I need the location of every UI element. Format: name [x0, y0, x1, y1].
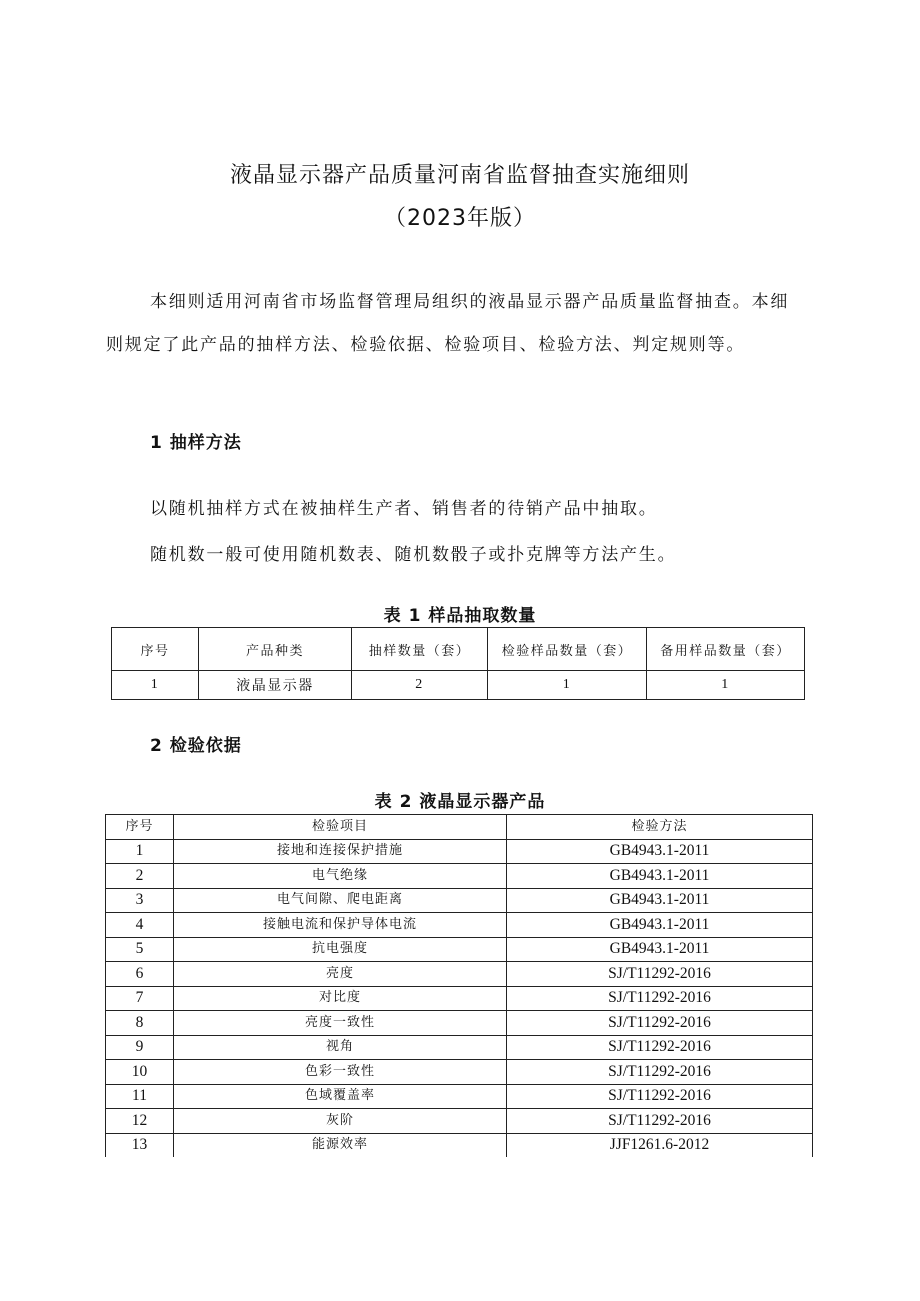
- table-cell: JJF1261.6-2012: [507, 1133, 813, 1157]
- table-row: [106, 913, 813, 938]
- table-cell: 色彩一致性: [174, 1060, 507, 1085]
- table-cell: 1: [488, 671, 647, 700]
- header-cell: 产品种类: [199, 628, 352, 671]
- section-1-line-2: 随机数一般可使用随机数表、随机数骰子或扑克牌等方法产生。: [150, 545, 677, 565]
- header-cell: 检验样品数量（套）: [488, 628, 647, 671]
- table-row: [106, 888, 813, 913]
- table-header-row: [106, 815, 813, 840]
- table-cell: 色域覆盖率: [174, 1084, 507, 1109]
- table-cell: 亮度一致性: [174, 1011, 507, 1036]
- table-cell: 11: [106, 1084, 174, 1109]
- table-cell: 4: [106, 913, 174, 938]
- table-cell: 1: [112, 671, 199, 700]
- table-cell: 3: [106, 888, 174, 913]
- table-row: [106, 937, 813, 962]
- header-cell: 检验方法: [507, 815, 813, 840]
- table-cell: 视角: [174, 1035, 507, 1060]
- section-1-heading: 1 抽样方法: [150, 433, 242, 453]
- table-cell: 电气绝缘: [174, 864, 507, 889]
- section-1-line-1: 以随机抽样方式在被抽样生产者、销售者的待销产品中抽取。: [150, 499, 658, 519]
- table-cell: SJ/T11292-2016: [507, 986, 813, 1011]
- document-version: （2023年版）: [384, 206, 536, 231]
- table-row: [106, 962, 813, 987]
- header-cell: 检验项目: [174, 815, 507, 840]
- table-1-caption: 表 1 样品抽取数量: [383, 606, 537, 626]
- table-cell: SJ/T11292-2016: [507, 1109, 813, 1134]
- table-cell: 亮度: [174, 962, 507, 987]
- table-row: [106, 1109, 813, 1134]
- table-cell: 液晶显示器: [199, 671, 352, 700]
- table-row: [106, 839, 813, 864]
- table-cell: GB4943.1-2011: [507, 864, 813, 889]
- document-title: 液晶显示器产品质量河南省监督抽查实施细则: [229, 163, 690, 188]
- sample-quantity-table: [111, 627, 805, 700]
- table-2-caption: 表 2 液晶显示器产品: [374, 792, 546, 812]
- table-cell: 8: [106, 1011, 174, 1036]
- table-cell: 1: [106, 839, 174, 864]
- table-cell: 7: [106, 986, 174, 1011]
- table-cell: GB4943.1-2011: [507, 937, 813, 962]
- table-cell: 12: [106, 1109, 174, 1134]
- header-cell: 备用样品数量（套）: [647, 628, 805, 671]
- section-2-heading: 2 检验依据: [150, 736, 242, 756]
- table-cell: 对比度: [174, 986, 507, 1011]
- table-cell: 10: [106, 1060, 174, 1085]
- table-row: [106, 1133, 813, 1157]
- table-cell: 抗电强度: [174, 937, 507, 962]
- table-cell: 接地和连接保护措施: [174, 839, 507, 864]
- inspection-items-table: [105, 814, 813, 1157]
- table-row: [106, 986, 813, 1011]
- table-cell: SJ/T11292-2016: [507, 1060, 813, 1085]
- table-row: [106, 1035, 813, 1060]
- table-cell: SJ/T11292-2016: [507, 1011, 813, 1036]
- table-cell: 电气间隙、爬电距离: [174, 888, 507, 913]
- intro-paragraph: 本细则适用河南省市场监督管理局组织的液晶显示器产品质量监督抽查。本细则规定了此产品的抽样方法、检验依据、检验项目、检验方法、判定规则等。: [106, 292, 790, 355]
- header-cell: 序号: [112, 628, 199, 671]
- table-cell: 1: [647, 671, 805, 700]
- table-cell: 接触电流和保护导体电流: [174, 913, 507, 938]
- table-row: [106, 1084, 813, 1109]
- table-cell: 能源效率: [174, 1133, 507, 1157]
- header-cell: 序号: [106, 815, 174, 840]
- table-row: [106, 1011, 813, 1036]
- table-cell: 13: [106, 1133, 174, 1157]
- table-cell: 2: [352, 671, 488, 700]
- table-cell: SJ/T11292-2016: [507, 1084, 813, 1109]
- table-cell: SJ/T11292-2016: [507, 1035, 813, 1060]
- table-cell: 5: [106, 937, 174, 962]
- table-cell: 2: [106, 864, 174, 889]
- table-row: [106, 864, 813, 889]
- table-cell: SJ/T11292-2016: [507, 962, 813, 987]
- table-cell: GB4943.1-2011: [507, 888, 813, 913]
- header-cell: 抽样数量（套）: [352, 628, 488, 671]
- table-row: [112, 671, 805, 700]
- table-cell: 9: [106, 1035, 174, 1060]
- table-cell: 6: [106, 962, 174, 987]
- table-header-row: [112, 628, 805, 671]
- table-cell: GB4943.1-2011: [507, 839, 813, 864]
- table-row: [106, 1060, 813, 1085]
- table-cell: 灰阶: [174, 1109, 507, 1134]
- table-cell: GB4943.1-2011: [507, 913, 813, 938]
